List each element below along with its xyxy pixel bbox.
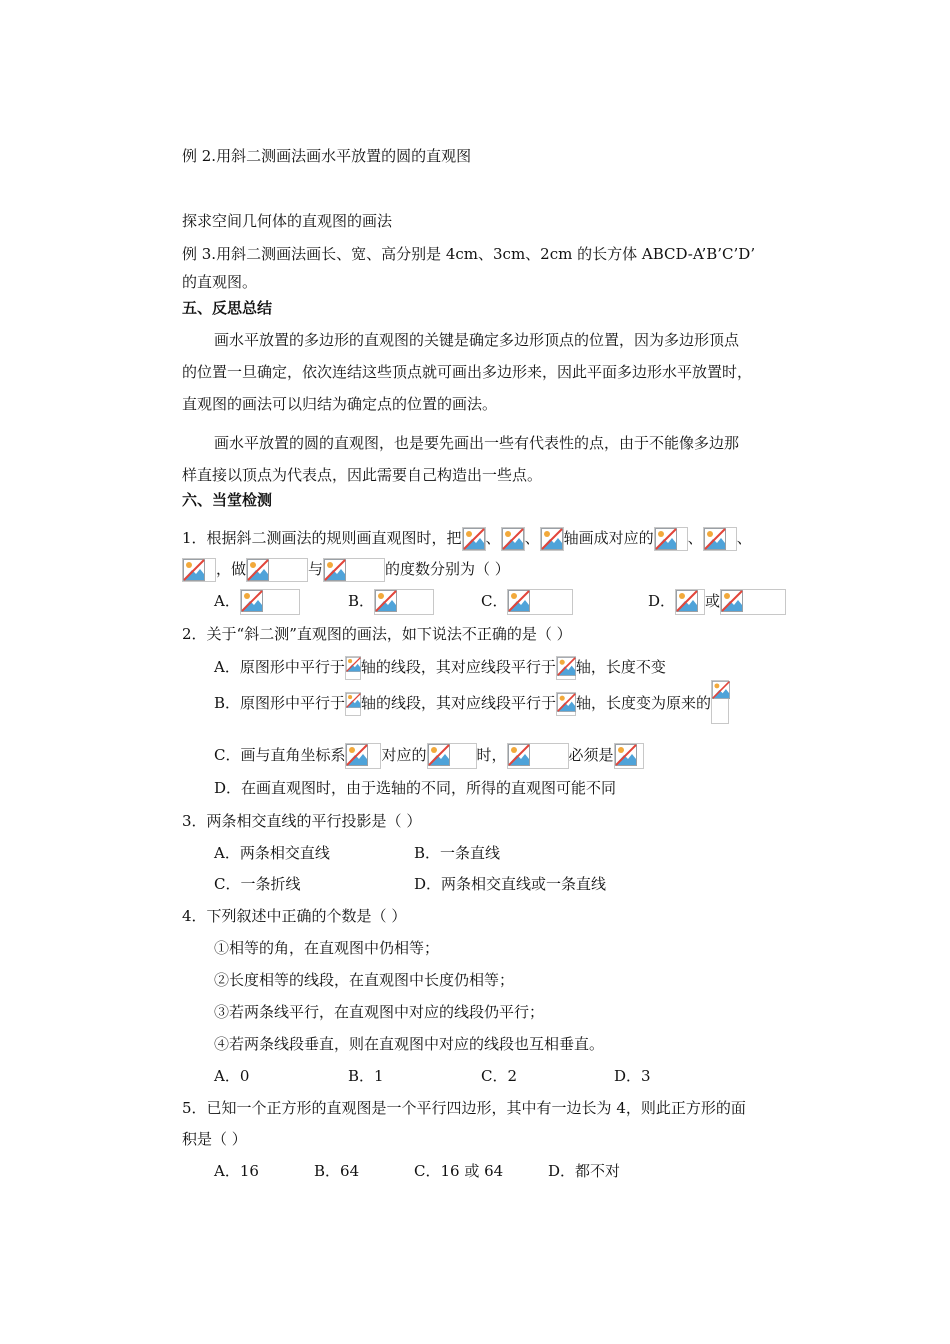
q5-option-a: A．16 <box>214 1162 259 1180</box>
broken-image-icon <box>345 692 361 716</box>
q2-option-c <box>214 743 644 769</box>
question-5-line-1: 5．已知一个正方形的直观图是一个平行四边形，其中有一边长为 4，则此正方形的面 <box>182 1099 746 1117</box>
question-4-stem: 4．下列叙述中正确的个数是（ ） <box>182 907 407 925</box>
question-3-stem: 3．两条相交直线的平行投影是（ ） <box>182 812 422 830</box>
broken-image-icon <box>427 743 477 769</box>
explore-title: 探求空间几何体的直观图的画法 <box>182 212 393 230</box>
broken-image-icon <box>507 589 573 615</box>
example-2: 例 2.用斜二测画法画水平放置的圆的直观图 <box>182 147 472 165</box>
q4-option-b: B．1 <box>348 1067 384 1085</box>
q5-option-b: B．64 <box>314 1162 360 1180</box>
broken-image-icon <box>501 527 525 551</box>
q3-option-d: D．两条相交直线或一条直线 <box>414 875 607 893</box>
broken-image-icon <box>703 527 737 551</box>
broken-image-icon <box>507 743 569 769</box>
q1-option-c <box>481 589 573 615</box>
broken-image-icon <box>323 558 385 582</box>
q2-b-text-1: B．原图形中平行于 <box>214 694 346 712</box>
q2-c-text-3: 时， <box>476 746 507 764</box>
summary-p1-line-3: 直观图的画法可以归结为确定点的位置的画法。 <box>182 395 498 413</box>
question-1-line-2 <box>182 558 510 582</box>
example-3-line-1: 例 3.用斜二测画法画长、宽、高分别是 4cm、3cm、2cm 的长方体 ABCD-A’B’C’D’ <box>182 245 756 263</box>
q2-option-d: D．在画直观图时，由于选轴的不同，所得的直观图可能不同 <box>214 779 617 797</box>
q4-option-a: A．0 <box>214 1067 250 1085</box>
q1-sep: 、 <box>524 529 540 547</box>
q1-sep: 、 <box>687 529 703 547</box>
q1-text-c: ，做 <box>216 560 247 578</box>
question-1-line-1 <box>182 527 752 551</box>
q2-a-text-2: 轴的线段，其对应线段平行于 <box>360 658 556 676</box>
question-2-stem: 2．关于“斜二测”直观图的画法，如下说法不正确的是（ ） <box>182 625 572 643</box>
q2-c-text-1: C．画与直角坐标系 <box>214 746 346 764</box>
broken-image-icon <box>556 692 576 716</box>
q1-option-d <box>648 589 786 615</box>
q1-option-d-label: D． <box>648 592 676 610</box>
broken-image-icon <box>720 589 786 615</box>
example-3-line-2: 的直观图。 <box>182 273 258 291</box>
broken-image-icon <box>540 527 564 551</box>
summary-p1-line-1: 画水平放置的多边形的直观图的关键是确定多边形顶点的位置，因为多边形顶点 <box>214 331 740 349</box>
q5-option-d: D．都不对 <box>548 1162 621 1180</box>
q1-option-b <box>348 589 434 615</box>
q2-option-a <box>214 656 666 680</box>
q1-text-d: 与 <box>308 560 324 578</box>
section-5-title: 五、反思总结 <box>182 299 273 317</box>
broken-image-icon <box>556 656 576 680</box>
q2-option-b <box>214 692 729 724</box>
summary-p2-line-1: 画水平放置的圆的直观图，也是要先画出一些有代表性的点，由于不能像多边那 <box>214 434 740 452</box>
q4-option-d: D．3 <box>614 1067 651 1085</box>
summary-p1-line-2: 的位置一旦确定，依次连结这些顶点就可画出多边形来，因此平面多边形水平放置时， <box>182 363 753 381</box>
q2-b-text-2: 轴的线段，其对应线段平行于 <box>361 694 557 712</box>
q1-option-a-label: A． <box>214 592 240 610</box>
q4-statement-2: ②长度相等的线段，在直观图中长度仍相等； <box>214 971 515 989</box>
q3-option-b: B．一条直线 <box>414 844 501 862</box>
broken-image-icon <box>345 743 381 769</box>
q1-option-a <box>214 589 300 615</box>
broken-image-icon <box>374 589 434 615</box>
q1-text-b: 轴画成对应的 <box>563 529 654 547</box>
q5-option-c: C．16 或 64 <box>414 1162 504 1180</box>
broken-image-icon <box>614 743 644 769</box>
q4-statement-4: ④若两条线段垂直，则在直观图中对应的线段也互相垂直。 <box>214 1035 605 1053</box>
broken-image-icon <box>240 589 300 615</box>
section-6-title: 六、当堂检测 <box>182 491 273 509</box>
broken-image-icon <box>675 589 705 615</box>
q3-option-a: A．两条相交直线 <box>214 844 330 862</box>
broken-image-icon <box>711 680 729 724</box>
q2-c-text-2: 对应的 <box>381 746 427 764</box>
q1-option-b-label: B． <box>348 592 375 610</box>
question-5-line-2: 积是（ ） <box>182 1130 247 1148</box>
q4-option-c: C．2 <box>481 1067 518 1085</box>
q3-option-c: C．一条折线 <box>214 875 301 893</box>
q2-b-text-3: 轴，长度变为原来的 <box>576 694 712 712</box>
q2-a-text-1: A．原图形中平行于 <box>214 658 345 676</box>
q2-c-text-4: 必须是 <box>568 746 614 764</box>
q4-statement-1: ①相等的角，在直观图中仍相等； <box>214 939 440 957</box>
q1-sep: 、 <box>736 529 752 547</box>
broken-image-icon <box>654 527 688 551</box>
broken-image-icon <box>345 656 361 680</box>
q1-option-c-label: C． <box>481 592 508 610</box>
q1-or: 或 <box>705 592 721 610</box>
q1-text-a: 1．根据斜二测画法的规则画直观图时，把 <box>182 529 462 547</box>
q2-a-text-3: 轴，长度不变 <box>575 658 666 676</box>
q1-text-e: 的度数分别为（ ） <box>385 560 510 578</box>
broken-image-icon <box>182 558 216 582</box>
broken-image-icon <box>462 527 486 551</box>
q4-statement-3: ③若两条线平行，在直观图中对应的线段仍平行； <box>214 1003 545 1021</box>
q1-sep: 、 <box>485 529 501 547</box>
summary-p2-line-2: 样直接以顶点为代表点，因此需要自己构造出一些点。 <box>182 466 543 484</box>
broken-image-icon <box>246 558 308 582</box>
